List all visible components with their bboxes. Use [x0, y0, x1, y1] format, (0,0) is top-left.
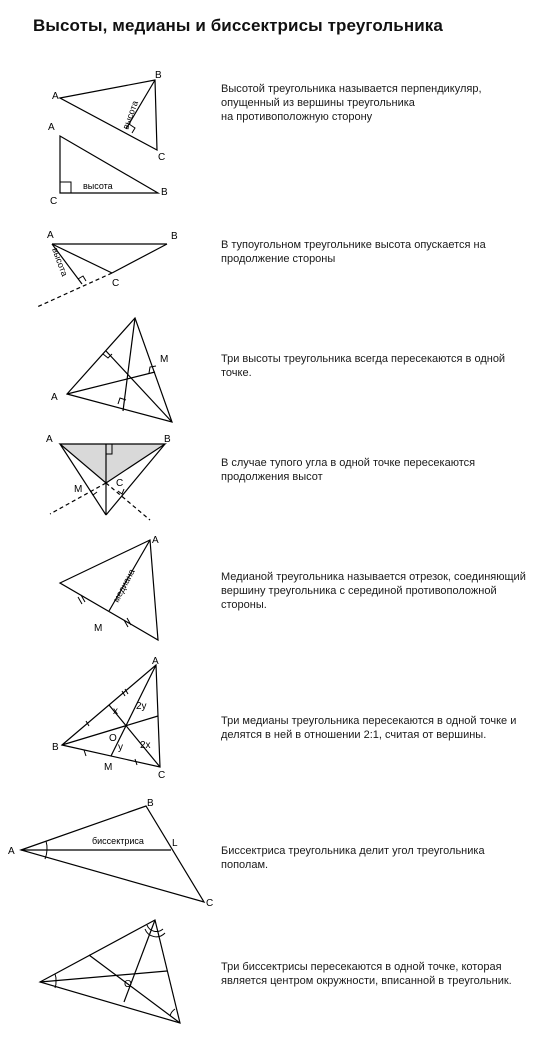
altitude-label: высота: [120, 99, 141, 131]
vertex-label-b: B: [147, 798, 154, 809]
text-line: продолжения высот: [221, 471, 323, 483]
midpoint-label-m: M: [104, 762, 113, 773]
median-figure: [50, 535, 170, 640]
vertex-label-a: A: [51, 392, 58, 403]
bisector-definition-text: [221, 844, 541, 872]
obtuse-altitudes-figure: [40, 428, 170, 528]
triangle-abc: [21, 806, 204, 902]
centroid-label-o: O: [109, 733, 117, 744]
text-line: В случае тупого угла в одной точке пересекаются: [221, 457, 476, 469]
vertex-label-c: C: [158, 152, 166, 163]
angle-arc: [147, 925, 163, 932]
text-line: опущенный из вершины треугольника: [221, 97, 415, 109]
right-angle-mark: [60, 182, 71, 193]
three-bisectors-text: [221, 960, 541, 988]
segment-label-y: y: [118, 742, 123, 753]
altitude-definition-text: [221, 82, 541, 124]
segment-label-x: x: [113, 706, 118, 717]
text-line: вершину треугольника с серединой противоположной: [221, 585, 497, 597]
text-line: является центром окружности, вписанной в треугольник.: [221, 975, 512, 987]
foot-label-m: M: [160, 354, 169, 365]
page-title: Высоты, медианы и биссектрисы треугольника: [33, 16, 443, 35]
angle-arc: [55, 974, 56, 981]
point-label-l: L: [172, 838, 178, 849]
three-altitudes-text: [221, 352, 541, 380]
text-line: Три биссектрисы пересекаются в одной точке, которая: [221, 961, 502, 973]
text-line: Три медианы треугольника пересекаются в одной точке и: [221, 715, 517, 727]
segment-label-2y: 2y: [136, 701, 147, 712]
incenter-label-o: O: [124, 979, 132, 990]
vertex-label-a: A: [152, 535, 159, 546]
vertex-label-b: B: [52, 742, 59, 753]
text-line: на противоположную сторону: [221, 111, 373, 123]
median-definition-text: [221, 570, 541, 612]
vertex-label-a: A: [48, 122, 55, 133]
text-line: точке.: [221, 367, 252, 379]
altitude-right-figure: [45, 118, 180, 208]
triangle-abc: [62, 665, 160, 767]
text-line: стороны.: [221, 599, 267, 611]
bisector-figure: [5, 796, 220, 911]
vertex-label-c: C: [50, 196, 58, 207]
bisector-from-left: [40, 971, 167, 982]
side-extension: [37, 273, 112, 307]
obtuse-altitudes-text: [221, 456, 541, 484]
vertex-label-a: A: [47, 230, 54, 241]
angle-arc: [170, 1009, 175, 1016]
altitude-from-top: [123, 318, 135, 411]
text-line: продолжение стороны: [221, 253, 336, 265]
three-medians-text: [221, 714, 541, 742]
text-line: Медианой треугольника называется отрезок, соединяющий: [221, 571, 526, 583]
vertex-label-a: A: [46, 434, 53, 445]
midpoint-label-m: M: [94, 623, 103, 634]
obtuse-altitude-text: [221, 238, 541, 266]
angle-arc: [46, 841, 47, 850]
text-line: пополам.: [221, 859, 269, 871]
vertex-label-c: C: [158, 770, 166, 781]
vertex-label-a: A: [52, 91, 59, 102]
vertex-label-c: C: [112, 278, 120, 289]
segment-label-2x: 2x: [140, 740, 151, 751]
vertex-label-b: B: [155, 70, 162, 81]
triangle: [60, 540, 158, 640]
vertex-label-c: C: [206, 898, 214, 909]
altitude-from-a: [67, 372, 155, 394]
vertex-label-a: A: [8, 846, 15, 857]
right-angle-mark: [103, 354, 112, 358]
three-bisectors-figure: [30, 912, 185, 1024]
altitude-label: высота: [83, 181, 113, 191]
vertex-label-b: B: [171, 231, 178, 242]
bisector-label: биссектриса: [92, 836, 144, 846]
altitude-obtuse-figure: [25, 225, 190, 310]
text-line: В тупоугольном треугольнике высота опускается на: [221, 239, 486, 251]
median-label: медиана: [110, 567, 137, 604]
text-line: делятся в ней в отношении 2:1, считая от вершины.: [221, 729, 487, 741]
vertex-label-b: B: [161, 187, 168, 198]
three-medians-figure: [48, 655, 178, 780]
text-line: Три высоты треугольника всегда пересекаются в одной: [221, 353, 506, 365]
three-altitudes-figure: [45, 312, 180, 422]
triangle: [67, 318, 172, 422]
vertex-label-a: A: [152, 656, 159, 667]
text-line: Биссектриса треугольника делит угол треугольника: [221, 845, 485, 857]
foot-label-c: C: [116, 478, 124, 489]
altitude-label: высота: [50, 246, 70, 278]
vertex-label-b: B: [164, 434, 171, 445]
text-line: Высотой треугольника называется перпендикуляр,: [221, 83, 482, 95]
foot-label-m: M: [74, 484, 83, 495]
